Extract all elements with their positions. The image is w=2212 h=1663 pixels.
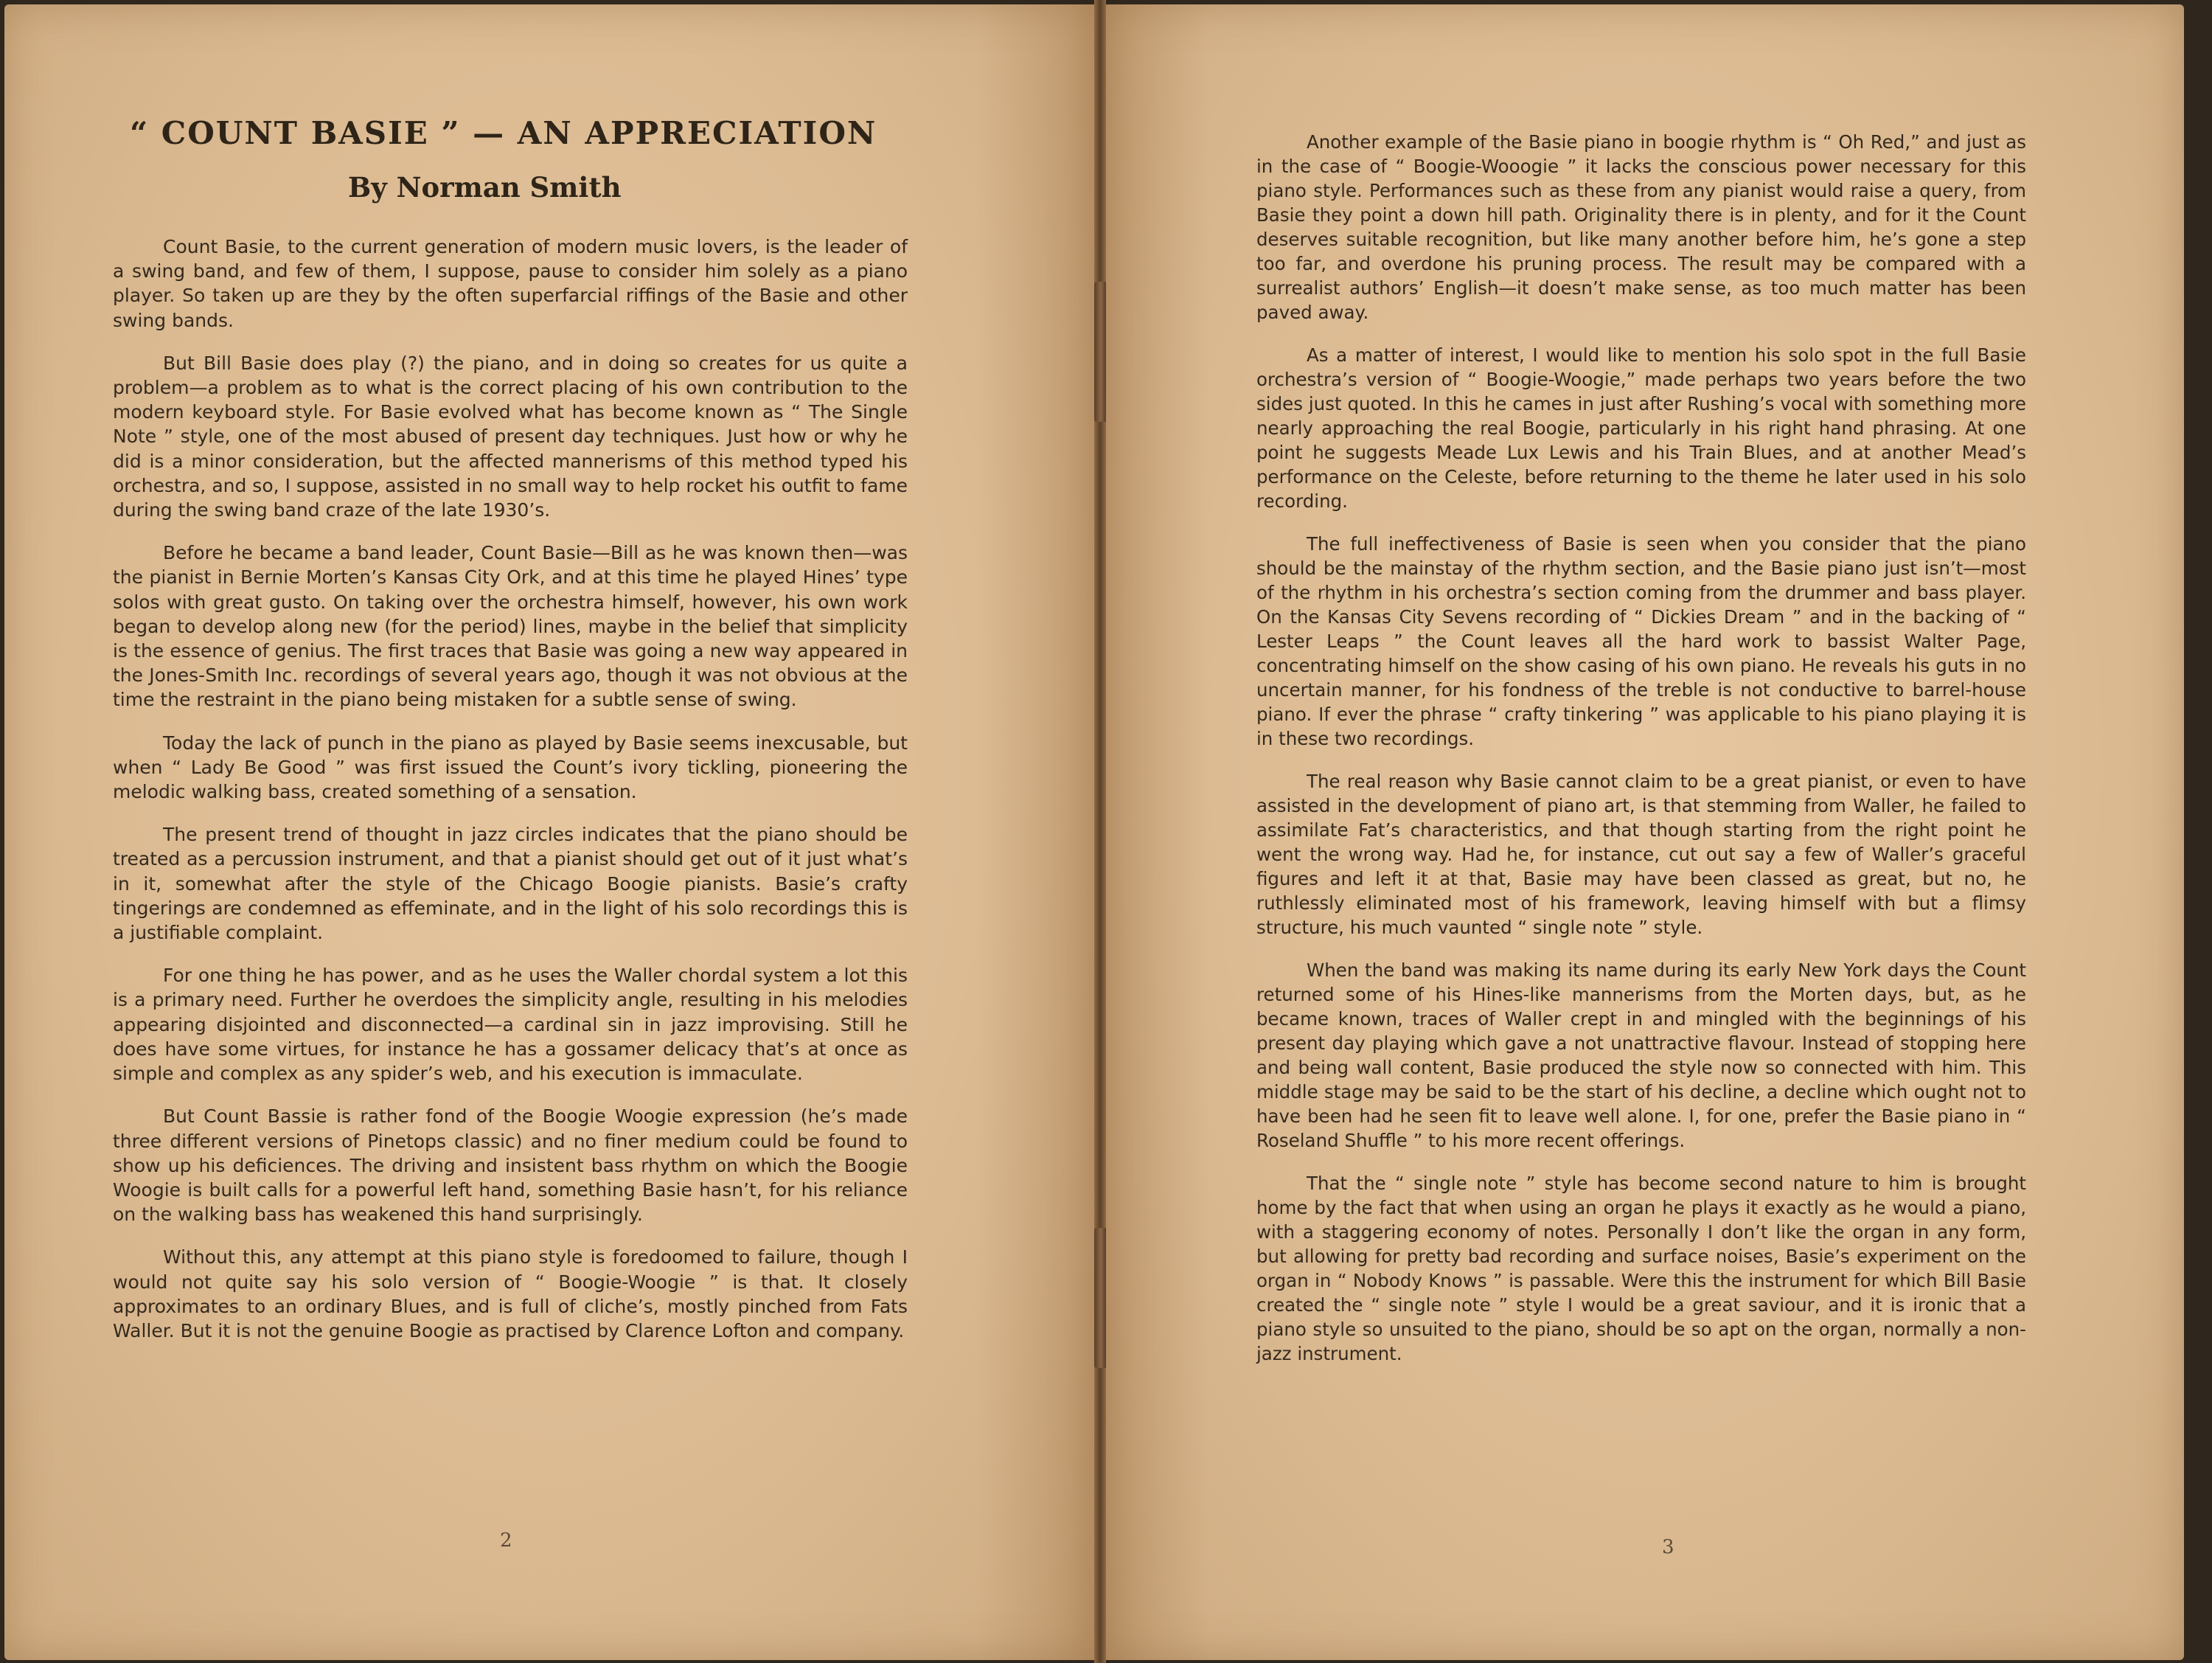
paragraph: Today the lack of punch in the piano as played by Basie seems inexcusable, but when “ Lady Be Good ” was first issued the Count’s ivory tickling, pioneering the melodic walking bass, created something of a sensation. bbox=[113, 732, 908, 803]
paragraph: That the “ single note ” style has become second nature to him is brought home by the fact that when using an organ he plays it exactly as he would a piano, with a staggering economy of notes. Personally I don’t like the organ in any form, but allowing for pretty bad recording and surface noises, Basie’s experiment on the organ in “ Nobody Knows ” is passable. Were this the instrument for which Bill Basie created the “ single note ” style I would be a great saviour, and it is ironic that a piano style so unsuited to the piano, should be so apt on the organ, normally a non-jazz instrument. bbox=[1256, 1173, 2026, 1364]
paragraph: Without this, any attempt at this piano style is foredoomed to failure, though I would not quite say his solo version of “ Boogie-Woogie ” is that. It closely approximates to an ordinary Blues, and is full of cliche’s, mostly pinched from Fats Waller. But it is not the genuine Boogie as practised by Clarence Lofton and company. bbox=[113, 1246, 908, 1341]
paragraph: The full ineffectiveness of Basie is seen when you consider that the piano should be the mainstay of the rhythm section, and the Basie piano just isn’t—most of the rhythm in his orchestra’s section coming from the drummer and bass player. On the Kansas City Sevens recording of “ Dickies Dream ” and in the backing of “ Lester Leaps ” the Count leaves all the hard work to bassist Walter Page, concentrating himself on the show casing of his own piano. He reveals his guts in no uncertain manner, for his fondness of the treble is not conductive to barrel-house piano. If ever the phrase “ crafty tinkering ” was applicable to his piano playing it is in these two recordings. bbox=[1256, 533, 2026, 749]
article-title: “ COUNT BASIE ” — AN APPRECIATION bbox=[130, 115, 877, 151]
paragraph: The present trend of thought in jazz circles indicates that the piano should be treated as a percussion instrument, and that a pianist should get out of it just what’s in it, somewhat after the style of the Chicago Boogie pianists. Basie’s crafty tingerings are condemned as effeminate, and in the light of his solo recordings this is a justifiable complaint. bbox=[113, 824, 908, 944]
right-page bbox=[1106, 4, 2184, 1660]
page-number: 3 bbox=[1662, 1536, 1674, 1558]
paragraph: Another example of the Basie piano in boogie rhythm is “ Oh Red,” and just as in the case of “ Boogie-Wooogie ” it lacks the conscious power necessary for this piano style. Performances such as these from any pianist would raise a query, from Basie they point a down hill path. Originality there is in plenty, and for it the Count deserves suitable recognition, but like many another before him, he’s gone a step too far, and overdone his pruning process. The result may be compared with a surrealist authors’ English—it doesn’t make sense, as too much matter has been paved away. bbox=[1256, 131, 2026, 323]
paragraph: Before he became a band leader, Count Basie—Bill as he was known then—was the pianist in Bernie Morten’s Kansas City Ork, and at this time he played Hines’ type solos with great gusto. On taking over the orchestra himself, however, his own work began to develop along new (for the period) lines, maybe in the belief that simplicity is the essence of genius. The first traces that Basie was going a new way appeared in the Jones-Smith Inc. recordings of several years ago, though it was not obvious at the time the restraint in the piano being mistaken for a subtle sense of swing. bbox=[113, 542, 908, 711]
paragraph: The real reason why Basie cannot claim to be a great pianist, or even to have assisted in the development of piano art, is that stemming from Waller, he failed to assimilate Fat’s characteristics, and that though starting from the right point he went the wrong way. Had he, for instance, cut out say a few of Waller’s graceful figures and left it at that, Basie may have been classed as great, but no, he ruthlessly eliminated most of his framework, leaving himself with but a flimsy structure, his much vaunted “ single note ” style. bbox=[1256, 771, 2026, 938]
paragraph: But Bill Basie does play (?) the piano, and in doing so creates for us quite a problem—a problem as to what is the correct placing of his own contribution to the modern keyboard style. For Basie evolved what has become known as “ The Single Note ” style, one of the most abused of present day techniques. Just how or why he did is a minor consideration, but the affected mannerisms of this method typed his orchestra, and so, I suppose, assisted in no small way to help rocket his outfit to fame during the swing band craze of the late 1930’s. bbox=[113, 352, 908, 521]
left-text-column bbox=[113, 235, 908, 1361]
paragraph: But Count Bassie is rather fond of the Boogie Woogie expression (he’s made three different versions of Pinetops classic) and no finer medium could be found to show up his deficiences. The driving and insistent bass rhythm on which the Boogie Woogie is built calls for a powerful left hand, something Basie hasn’t, for his reliance on the walking bass has weakened this hand surprisingly. bbox=[113, 1105, 908, 1226]
paragraph: When the band was making its name during its early New York days the Count returned some of his Hines-like mannerisms from the Morten days, but, as he became known, traces of Waller crept in and mingled with the beginnings of his present day playing which gave a not unattractive flavour. Instead of stopping here and being wall content, Basie produced the style now so connected with him. This middle stage may be said to be the start of his decline, a decline which ought not to have been had he seen fit to leave well alone. I, for one, prefer the Basie piano in “ Roseland Shuffle ” to his more recent offerings. bbox=[1256, 959, 2026, 1151]
right-text-column bbox=[1256, 130, 2026, 1384]
page-number: 2 bbox=[500, 1530, 512, 1552]
left-page bbox=[4, 4, 1094, 1660]
paragraph: As a matter of interest, I would like to mention his solo spot in the full Basie orchestra’s version of “ Boogie-Woogie,” made perhaps two years before the two sides just quoted. In this he cames in just after Rushing’s vocal with something more nearly approaching the real Boogie, particularly in his right hand phrasing. At one point he suggests Meade Lux Lewis and his Train Blues, and at another Mead’s performance on the Celeste, before returning to the theme he later used in his solo recording. bbox=[1256, 344, 2026, 512]
article-byline: By Norman Smith bbox=[348, 171, 622, 204]
paragraph: For one thing he has power, and as he uses the Waller chordal system a lot this is a primary need. Further he overdoes the simplicity angle, resulting in his melodies appearing disjointed and disconnected—a cardinal sin in jazz improvising. Still he does have some virtues, for instance he has a gossamer delicacy that’s at once as simple and complex as any spider’s web, and his execution is immaculate. bbox=[113, 965, 908, 1085]
paragraph: Count Basie, to the current generation of modern music lovers, is the leader of a swing band, and few of them, I suppose, pause to consider him solely as a piano player. So taken up are they by the often superfarcial riffings of the Basie and other swing bands. bbox=[113, 236, 908, 331]
binding-spine bbox=[1094, 0, 1106, 1663]
